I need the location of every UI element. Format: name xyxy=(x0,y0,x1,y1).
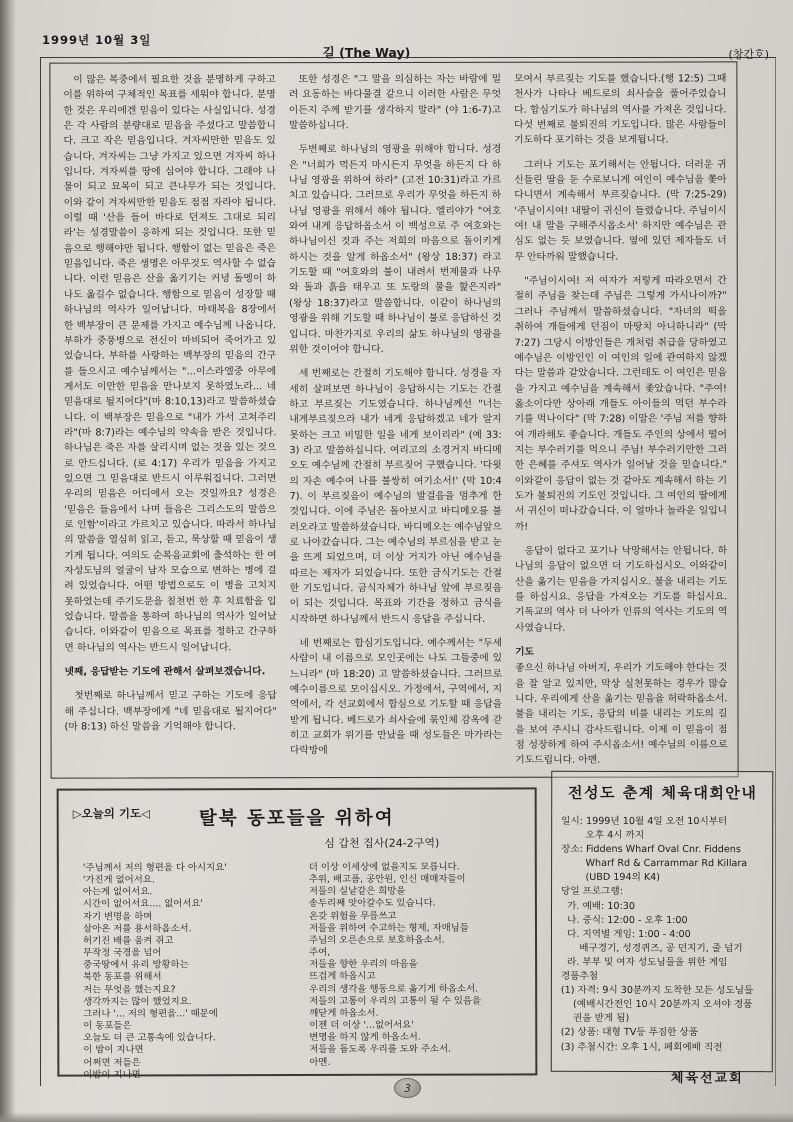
main-article xyxy=(49,61,738,778)
text-line: 이 동포들은 xyxy=(83,1020,132,1032)
text-line: 일시: 1999년 10월 4일 오전 10시부터 xyxy=(561,815,728,828)
paragraph: 세 번째로는 간절히 기도해야 합니다. 성경을 자세히 살펴보면 하나님이 응답하시는 기도는 간절하고 부르짖는 기도였습니다. 하나님께선 "너는 내게부르짖으라 내가 네게 응답하겠고 네가 알지못하는 크고 비밀한 일을 네게 보이리라" (예 33:3) 라고 말씀하십니다. 여리고의 소경거지 바디메오도 예수님께 간절히 부르짖어 구했습니다. '다윗의 자손 예수여 나를 불쌍히 여기소서!' (막 10:47). 이 부르짖음이 예수님의 발걸음을 멈추게 한 것입니다. 이에 주님은 돌아보시고 바디메오를 불러오라고 말씀하셨습니다. 바디메오는 예수님앞으로 나아갔습니다. 그는 예수님의 부르심을 받고 눈을 뜨게 되었으며, 더 이상 거지가 아닌 예수님을 따르는 제자가 되었습니다. 또한 금식기도는 간절한 기도입니다. 금식자체가 하나님 앞에 부르짖음이 되는 것입니다. 목표와 기간을 정하고 금식을 시작하면 하나님께서 반드시 응답을 주십니다. xyxy=(289,367,502,625)
text-line: 나. 중식: 12:00 - 오후 1:00 xyxy=(560,914,688,926)
closing-prayer: 좋으신 하나님 아버지, 우리가 기도해야 한다는 것을 잘 알고 있지만, 막상 실천못하는 경우가 많습니다. 우리에게 산을 옮기는 믿음을 허락하옵소서. 불을 내리는 기도, 응답의 비를 내리는 기도의 길을 보여 주시니 감사드립니다. 이제 이 믿음이 점점 성장하게 하여 주시옵소서! 예수님의 이름으로 기도드립니다. 아멘. xyxy=(515,662,728,767)
text-line: 저들의 고통이 우리의 고통이 될 수 있음을 xyxy=(309,995,482,1007)
text-line: (2) 상품: 대형 TV등 푸짐한 상품 xyxy=(560,1027,698,1039)
text-line: (UBD 194의 K4) xyxy=(561,872,661,884)
text-line: 이 밤이 지나면 xyxy=(83,1044,144,1056)
text-line: 시간이 없어서요.... 없어서요' xyxy=(82,898,204,911)
todays-prayer-label: ▷오늘의 기도◁ xyxy=(72,806,150,821)
text-line: 뜨겁게 하옵시고 xyxy=(309,971,376,983)
paragraph: 두번째로 하나님의 영광을 위해야 합니다. 성경은 "너희가 먹든지 마시든지 무엇을 하든지 다 하나님 영광을 위하여 하라" (고전 10:31)라고 가르치고 있습니다. 그러므로 우리가 무엇을 하든지 하나님 영광을 위해서 해야 됩니다. 엘리야가 "여호와여 내게 응답하옵소서 이 백성으로 주 여호와는 하나님이신 것과 주는 저희의 마음으로 돌이키게 하시는 것을 알게 하옵소서" (왕상 18:37) 라고 기도할 때 "여호와의 불이 내려서 번제물과 나무와 돌과 흙을 태우고 또 도랑의 물을 핥은지라" (왕상 18:37)라고 말씀합니다. 이같이 하나님의 영광을 위해 기도할 때 하나님이 불로 응답하신 것입니다. 마찬가지로 우리의 삶도 하나님의 영광을 위한 것이어야 합니다. xyxy=(288,144,502,356)
text-line: 아는게 없어서요. xyxy=(82,886,153,898)
text-line: 무작정 국경을 넘어 xyxy=(83,947,162,959)
text-line: 추위, 배고픔, 공안원, 인신 매매자들이 xyxy=(308,873,466,886)
text-line: 이젠 더 이상 '...없어서요' xyxy=(309,1019,414,1031)
scan-left-edge-shadow xyxy=(0,0,16,1122)
poem-right-column xyxy=(309,861,522,1080)
prayer-poem xyxy=(73,861,522,1081)
text-line: 깨닫게 하옵소서. xyxy=(309,1007,379,1019)
paragraph: 모여서 부르짖는 기도를 했습니다.(행 12:5) 그때 천사가 나타나 베드로의 쇠사슬을 풀어주었습니다. 합심기도가 하나님의 역사를 가져온 것입니다. 다섯 번째로 불퇴진의 기도입니다. 많은 사람들이 기도하다 포기하는 것을 보게됩니다. xyxy=(514,73,727,147)
sports-announcement-title: 전성도 춘계 체육대회안내 xyxy=(568,783,758,803)
paragraph: 이 많은 복중에서 필요한 것을 분명하게 구하고 이를 위하여 구체적인 목표를 세워야 합니다. 분명한 것은 우리에겐 믿음이 있다는 사실입니다. 성경은 각 사람의 분량대로 믿음을 주셨다고 말씀합니다. 크고 작은 믿음입니다. 겨자씨만한 믿음도 있습니다. 겨자씨는 그냥 가지고 있으면 겨자씨 하나입니다. 겨자씨를 땅에 심어야 합니다. 그래야 나물이 되고 묘목이 되고 큰나무가 되는 것입니다. 이와 같이 겨자씨만한 믿음도 점점 자라야 됩니다. 이럴 때 '산을 들어 바다로 던져도 그대로 되리라'는 성경말씀이 응하게 되는 것입니다. 또한 믿음으로 행해야만 됩니다. 행함이 없는 믿음은 죽은 믿음입니다. 죽은 생명은 아무것도 역사할 수 없습니다. 이런 믿음은 산을 옮기기는 커녕 돌멩이 하나도 옮길수 없습니다. 행함으로 믿음이 성장할 때 하나님의 역사가 일어납니다. 마태복음 8장에서 한 백부장이 큰 문제를 가지고 예수님께 나옵니다. 부하가 중풍병으로 전신이 마비되어 죽어가고 있었습니다. 부하를 사랑하는 백부장의 믿음의 간구를 들으시고 예수님께서는 "...이스라엘중 아무에게서도 이만한 믿음을 만나보지 못하였노라... 네 믿음대로 될지어다"(마 8:10,13)라고 말씀하셨습니다. 이 백부장은 믿음으로 "내가 가서 고쳐주리라"(마 8:7)라는 예수님의 약속을 받은 것입니다. 하나님은 죽은 자를 살리시며 없는 것을 있는 것으로 만드십니다. (로 4:17) 우리가 믿음을 가지고 있으면 그 믿음대로 반드시 이루워집니다. 그러면 우리의 믿음은 어디에서 오는 것일까요? 성경은 '믿음은 들음에서 나며 들음은 그리스도의 말씀으로 인함'이라고 가르치고 있습니다. 따라서 하나님의 말씀을 열심히 읽고, 듣고, 묵상할 때 믿음이 생기게 됩니다. 여의도 순복음교회에 출석하는 한 여자성도님의 얼굴이 남자 모습으로 변하는 병에 걸려 있었습니다. 어떤 방법으로도 이 병을 고치지 못하였는데 주기도문을 칠천번 한 후 치료함을 입었습니다. 말씀을 통하여 하나님의 역사가 일어났습니다. 이와같이 믿음으로 목표를 정하고 간구하면 하나님의 역사는 반드시 일어납니다. xyxy=(63,74,277,654)
text-line: 우리의 생각을 행동으로 옮기게 하옵소서. xyxy=(309,983,479,995)
text-line: '가진게 없어서요. xyxy=(82,874,155,886)
text-line: '주님께서 저의 형편을 다 아시지요' xyxy=(82,862,227,874)
text-line: 가. 예배: 10:30 xyxy=(561,900,635,912)
text-line: 오늘도 더 큰 고통속에 있습니다. xyxy=(83,1032,216,1044)
prayer-byline: 심 갑천 집사(24-2구역) xyxy=(324,836,440,850)
text-line: (예배시간전인 10시 20분까지 오셔야 경품 xyxy=(560,999,753,1011)
sports-announcement-details xyxy=(561,815,764,1055)
text-line: 생각까지는 많이 했었지요. xyxy=(83,995,192,1008)
article-column-3 xyxy=(514,71,728,772)
prayer-title: 탈북 동포들을 위하여 xyxy=(198,807,395,830)
text-line: 아멘. xyxy=(309,1056,331,1068)
text-line: 주여, xyxy=(309,947,331,959)
text-line: 장소: Fiddens Wharf Oval Cnr. Fiddens xyxy=(561,844,741,856)
text-line: 자기 변명을 하며 xyxy=(82,911,153,923)
text-line: 주님의 오른손으로 보호하옵소서. xyxy=(309,934,445,946)
text-line: 그러나 '... 저의 형편을...' 때문에 xyxy=(83,1008,218,1020)
text-line: 권을 받게 됨) xyxy=(560,1013,630,1025)
text-line: 북한 동포를 위해서 xyxy=(83,971,162,983)
text-line: 온갖 위험을 무릅쓰고 xyxy=(308,910,397,922)
paragraph: 첫번째로 하나님께서 믿고 구하는 기도에 응답해 주십니다. 백부장에게 "네 믿음대로 될지어다" (마 8:13) 하신 말씀을 기억해야 합니다. xyxy=(64,690,277,733)
paragraph: 또한 성경은 "그 말을 의심하는 자는 바람에 밀려 요동하는 바다물결 같으니 이러한 사람은 무엇이든지 주께 받기를 생각하지 말라" (야 1:6-7)고 말씀하십니다. xyxy=(288,73,502,132)
text-line: 다. 지역별 게임: 1:00 - 4:00 xyxy=(560,928,691,940)
article-column-1 xyxy=(63,72,277,773)
text-line: 저들의 실낱같은 희망을 xyxy=(308,886,406,898)
paragraph: 그러나 기도는 포기해서는 안됩니다. 더러운 귀신들린 딸을 둔 수로보니게 여인이 예수님을 쫓아다니면서 계속해서 부르짖습니다. (막 7:25-29) '주님이시여! 내딸이 귀신이 들렸습니다. 주님이시여! 내 말을 구해주시옵소서' 하지만 예수님은 관심도 없는 듯 보였습니다. 옆에 있던 제자들도 너무 안타까워 말했습니다. xyxy=(514,159,727,263)
todays-prayer-box xyxy=(57,787,538,1081)
text-line: 허기진 배를 움켜 쥐고 xyxy=(83,935,174,947)
issue-date: 1999년 10월 3일 xyxy=(42,33,152,47)
prayer-heading: 기도 xyxy=(515,646,535,658)
text-line: Wharf Rd & Carrammar Rd Killara xyxy=(561,858,748,870)
text-line: (1) 자격: 9시 30분까지 도착한 모든 성도님들 xyxy=(560,984,754,997)
paragraph: 응답이 없다고 포기나 낙망해서는 안됩니다. 하나님의 응답이 없으면 더 기도하십시오. 이와같이 산을 옮기는 믿음을 가지십시오. 불을 내리는 기도를 하십시요. 응답을 가져오는 기도를 하십시요. 기독교의 역사 더 나아가 인류의 역사는 기도의 역사였습니다. xyxy=(514,545,728,634)
scan-bottom-shadow xyxy=(0,1112,793,1122)
page-number-stamp: 3 xyxy=(394,1078,421,1098)
text-line: 저들을 위하여 수고하는 형제, 자매님들 xyxy=(308,922,469,934)
paragraph: "주님이시여! 저 여자가 저렇게 따라오면서 간절히 주님을 찾는데 주님은 그렇게 가시나이까?" 그러나 주님께서 말씀하셨습니다. "자녀의 떡을 취하여 개들에게 던짐이 마땅치 아니하니라" (막 7:27) 그당시 이방인들은 개처럼 취급을 당하였고 예수님은 이방인인 이 여인의 일에 관여하지 않겠다는 말씀과 같았습니다. 그런데도 이 여인은 믿음을 가지고 예수님을 계속해서 좇았습니다. "주여! 옳소이다만 상아래 개들도 아이들의 먹던 부수라기를 먹나이다" (막 7:28) 이말은 '주님 저를 향하여 개라해도 좋습니다. 개들도 주인의 상에서 떨어지는 부수러기를 먹으니 주님! 부수러기만한 그러한 은혜를 주셔도 역사가 일어날 것을 믿습니다." 이와같이 응답이 없는 것 같아도 계속해서 하는 기도가 불퇴진의 기도인 것입니다. 그 여인의 딸에게서 귀신이 떠나갔습니다. 이 얼마나 놀라운 일입니까! xyxy=(514,275,728,533)
text-line: 오후 4시 까지 xyxy=(561,829,645,842)
sports-mission-signature: 체육선교회 xyxy=(670,1070,744,1086)
text-line: 이밤이 지나면 xyxy=(83,1069,141,1081)
poem-left-column xyxy=(83,862,296,1081)
text-line: 송두리째 앗아갈수도 있습니다. xyxy=(308,898,436,910)
section-heading: 넷째, 응답받는 기도에 관해서 살펴보겠습니다. xyxy=(64,666,266,678)
text-line: 당일 프로그램: xyxy=(561,886,623,898)
article-column-2 xyxy=(289,72,503,773)
text-line: 저들을 돕도록 우리를 도와 주소서. xyxy=(309,1043,452,1056)
text-line: 변명을 하지 않게 하옵소서. xyxy=(309,1031,421,1044)
paragraph: 네 번째로는 합심기도입니다. 예수께서는 "두세사람이 내 이름으로 모인곳에는 나도 그들중에 있느니라" (마 18:20) 고 말씀하셨습니다. 그러므로 예수이름으로 모이십시오. 가정에서, 구역에서, 지역에서, 각 선교회에서 합심으로 기도할 때 응답을 받게 됩니다. 베드로가 쇠사슬에 묶인체 감옥에 갇히고 교회가 위기를 만났을 때 성도들은 마가라는 다락방에 xyxy=(289,637,503,757)
text-line: 배구경기, 성경퀴즈, 공 던지기, 줄 넘기 xyxy=(560,942,743,954)
text-line: 살아온 저를 용서하옵소서. xyxy=(82,923,192,935)
sports-day-announcement-box xyxy=(551,771,774,1086)
text-line: 어쩌면 저들은 xyxy=(83,1056,141,1069)
text-line: 저들을 향한 우리의 마음을 xyxy=(309,958,418,971)
text-line: 경품추첨 xyxy=(560,970,598,982)
text-line: 라. 부부 및 여자 성도님들을 위한 게임 xyxy=(560,956,728,969)
text-line: 더 이상 이세상에 없을지도 모릅니다. xyxy=(308,861,460,873)
masthead-title: 길 (The Way) xyxy=(322,45,411,60)
text-line: 저는 무엇을 했는지요? xyxy=(83,983,176,996)
edition-label: (창간호) xyxy=(728,48,769,61)
text-line: (3) 추첨시간: 오후 1시, 폐회예배 직전 xyxy=(560,1041,723,1053)
text-line: 중국땅에서 유리 방황하는 xyxy=(83,959,189,971)
